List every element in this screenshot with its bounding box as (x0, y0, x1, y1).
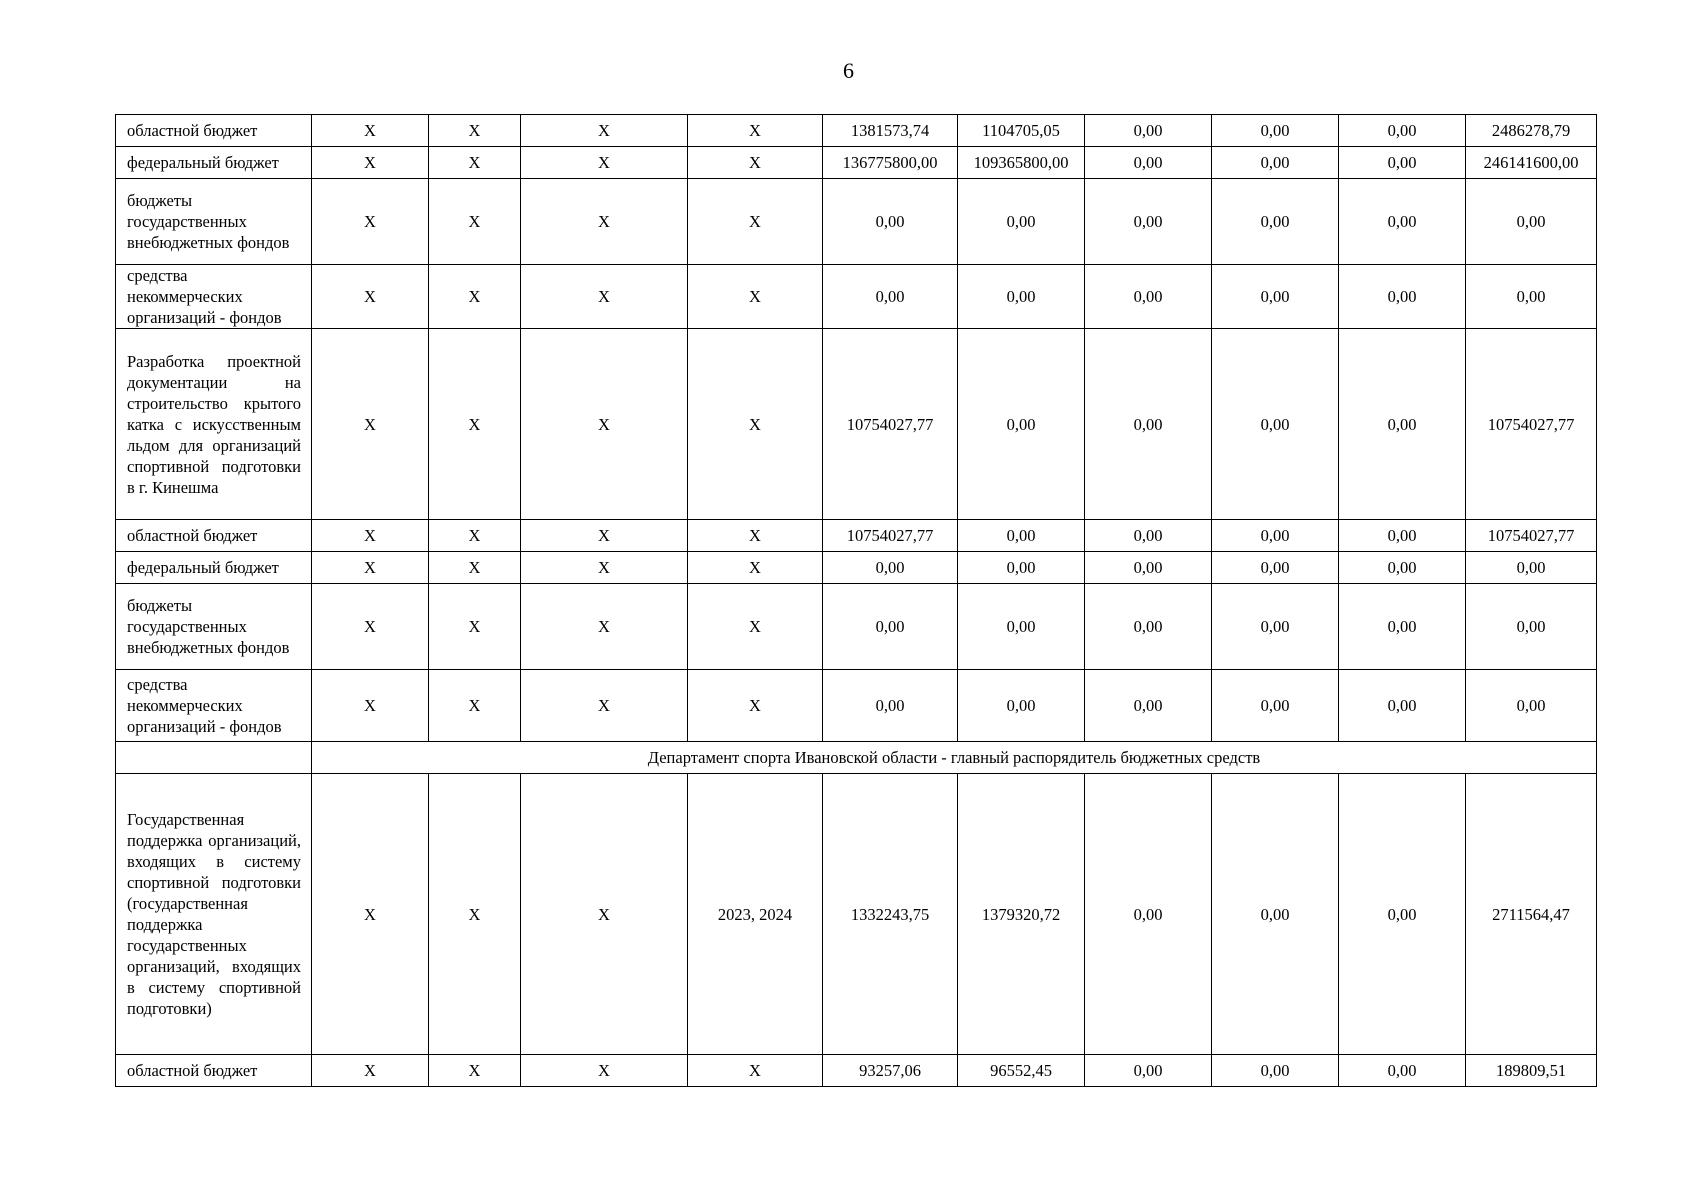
amount-year-4-cell: 0,00 (1212, 329, 1339, 520)
amount-year-4-cell: 0,00 (1212, 584, 1339, 670)
amount-year-5-cell: 0,00 (1339, 1055, 1466, 1087)
table-row (116, 774, 1597, 1055)
col-3-cell: X (429, 265, 521, 329)
amount-year-2-cell: 0,00 (958, 520, 1085, 552)
col-years-cell: X (688, 520, 823, 552)
col-3-cell: X (429, 179, 521, 265)
col-years-cell: X (688, 329, 823, 520)
table-row (116, 329, 1597, 520)
amount-year-4-cell: 0,00 (1212, 1055, 1339, 1087)
amount-year-4-cell: 0,00 (1212, 552, 1339, 584)
table-row (116, 1055, 1597, 1087)
section-title: Департамент спорта Ивановской области - главный распорядитель бюджетных средств (312, 742, 1597, 774)
col-4-cell: X (521, 584, 688, 670)
amount-year-2-cell: 0,00 (958, 670, 1085, 742)
table-row (116, 115, 1597, 147)
amount-total-cell: 0,00 (1466, 584, 1597, 670)
amount-year-1-cell: 1381573,74 (823, 115, 958, 147)
amount-total-cell: 2486278,79 (1466, 115, 1597, 147)
col-4-cell: X (521, 329, 688, 520)
amount-year-1-cell: 10754027,77 (823, 329, 958, 520)
row-name-cell: бюджеты государственных внебюджетных фондов (116, 179, 312, 265)
table-body (116, 115, 1597, 1087)
amount-year-1-cell: 0,00 (823, 584, 958, 670)
row-name-cell: Разработка проектной документации на строительство крытого катка с искусственным льдом для организаций спортивной подготовки в г. Кинешма (116, 329, 312, 520)
col-2-cell: X (312, 179, 429, 265)
amount-year-1-cell: 0,00 (823, 179, 958, 265)
col-4-cell: X (521, 115, 688, 147)
amount-year-2-cell: 109365800,00 (958, 147, 1085, 179)
table-row (116, 584, 1597, 670)
row-name-cell: средства некоммерческих организаций - фондов (116, 265, 312, 329)
row-name-cell: бюджеты государственных внебюджетных фондов (116, 584, 312, 670)
col-2-cell: X (312, 670, 429, 742)
amount-total-cell: 10754027,77 (1466, 329, 1597, 520)
amount-year-2-cell: 0,00 (958, 265, 1085, 329)
col-3-cell: X (429, 774, 521, 1055)
amount-total-cell: 0,00 (1466, 670, 1597, 742)
amount-total-cell: 0,00 (1466, 179, 1597, 265)
row-name-cell: областной бюджет (116, 520, 312, 552)
col-3-cell: X (429, 1055, 521, 1087)
amount-year-5-cell: 0,00 (1339, 329, 1466, 520)
col-years-cell: X (688, 147, 823, 179)
amount-year-4-cell: 0,00 (1212, 147, 1339, 179)
col-2-cell: X (312, 520, 429, 552)
amount-year-1-cell: 0,00 (823, 265, 958, 329)
amount-year-2-cell: 0,00 (958, 329, 1085, 520)
amount-year-1-cell: 0,00 (823, 552, 958, 584)
table-row (116, 670, 1597, 742)
table-row (116, 147, 1597, 179)
col-2-cell: X (312, 265, 429, 329)
amount-year-1-cell: 10754027,77 (823, 520, 958, 552)
col-4-cell: X (521, 147, 688, 179)
col-4-cell: X (521, 265, 688, 329)
col-3-cell: X (429, 670, 521, 742)
row-name-cell (116, 742, 312, 774)
col-3-cell: X (429, 115, 521, 147)
col-4-cell: X (521, 520, 688, 552)
row-name-cell: Государственная поддержка организаций, входящих в систему спортивной подготовки (государственная поддержка государственных организаций, входящих в систему спортивной подготовки) (116, 774, 312, 1055)
amount-year-2-cell: 96552,45 (958, 1055, 1085, 1087)
amount-year-5-cell: 0,00 (1339, 520, 1466, 552)
amount-year-4-cell: 0,00 (1212, 115, 1339, 147)
col-3-cell: X (429, 520, 521, 552)
col-3-cell: X (429, 552, 521, 584)
col-2-cell: X (312, 329, 429, 520)
page-number: 6 (843, 58, 854, 83)
amount-year-2-cell: 0,00 (958, 552, 1085, 584)
amount-year-5-cell: 0,00 (1339, 147, 1466, 179)
col-4-cell: X (521, 552, 688, 584)
amount-year-2-cell: 1104705,05 (958, 115, 1085, 147)
row-name-cell: федеральный бюджет (116, 147, 312, 179)
budget-table (115, 114, 1597, 1087)
col-3-cell: X (429, 584, 521, 670)
amount-total-cell: 2711564,47 (1466, 774, 1597, 1055)
amount-year-1-cell: 0,00 (823, 670, 958, 742)
col-2-cell: X (312, 584, 429, 670)
row-name-cell: областной бюджет (116, 115, 312, 147)
col-years-cell: 2023, 2024 (688, 774, 823, 1055)
amount-year-5-cell: 0,00 (1339, 670, 1466, 742)
amount-year-2-cell: 1379320,72 (958, 774, 1085, 1055)
col-4-cell: X (521, 1055, 688, 1087)
col-2-cell: X (312, 552, 429, 584)
table-row (116, 179, 1597, 265)
amount-year-4-cell: 0,00 (1212, 520, 1339, 552)
amount-year-5-cell: 0,00 (1339, 774, 1466, 1055)
col-years-cell: X (688, 265, 823, 329)
col-years-cell: X (688, 1055, 823, 1087)
table-row (116, 552, 1597, 584)
amount-total-cell: 246141600,00 (1466, 147, 1597, 179)
amount-total-cell: 10754027,77 (1466, 520, 1597, 552)
amount-year-4-cell: 0,00 (1212, 670, 1339, 742)
amount-year-3-cell: 0,00 (1085, 520, 1212, 552)
amount-year-2-cell: 0,00 (958, 584, 1085, 670)
amount-year-1-cell: 136775800,00 (823, 147, 958, 179)
amount-year-3-cell: 0,00 (1085, 670, 1212, 742)
col-2-cell: X (312, 774, 429, 1055)
row-name-cell: федеральный бюджет (116, 552, 312, 584)
col-2-cell: X (312, 1055, 429, 1087)
col-years-cell: X (688, 670, 823, 742)
col-3-cell: X (429, 329, 521, 520)
amount-year-3-cell: 0,00 (1085, 774, 1212, 1055)
col-2-cell: X (312, 147, 429, 179)
amount-year-5-cell: 0,00 (1339, 115, 1466, 147)
amount-year-5-cell: 0,00 (1339, 552, 1466, 584)
amount-year-5-cell: 0,00 (1339, 265, 1466, 329)
amount-year-3-cell: 0,00 (1085, 329, 1212, 520)
amount-total-cell: 0,00 (1466, 552, 1597, 584)
col-4-cell: X (521, 774, 688, 1055)
row-name-cell: средства некоммерческих организаций - фондов (116, 670, 312, 742)
amount-year-3-cell: 0,00 (1085, 265, 1212, 329)
amount-year-4-cell: 0,00 (1212, 265, 1339, 329)
amount-year-3-cell: 0,00 (1085, 552, 1212, 584)
amount-year-3-cell: 0,00 (1085, 115, 1212, 147)
amount-year-5-cell: 0,00 (1339, 584, 1466, 670)
col-4-cell: X (521, 179, 688, 265)
col-years-cell: X (688, 179, 823, 265)
col-3-cell: X (429, 147, 521, 179)
col-4-cell: X (521, 670, 688, 742)
table-row (116, 265, 1597, 329)
amount-year-3-cell: 0,00 (1085, 584, 1212, 670)
amount-year-3-cell: 0,00 (1085, 179, 1212, 265)
amount-year-3-cell: 0,00 (1085, 1055, 1212, 1087)
amount-year-1-cell: 1332243,75 (823, 774, 958, 1055)
amount-year-4-cell: 0,00 (1212, 179, 1339, 265)
amount-year-5-cell: 0,00 (1339, 179, 1466, 265)
amount-year-1-cell: 93257,06 (823, 1055, 958, 1087)
section-header-row (116, 742, 1597, 774)
amount-total-cell: 189809,51 (1466, 1055, 1597, 1087)
amount-total-cell: 0,00 (1466, 265, 1597, 329)
amount-year-2-cell: 0,00 (958, 179, 1085, 265)
amount-year-4-cell: 0,00 (1212, 774, 1339, 1055)
col-2-cell: X (312, 115, 429, 147)
col-years-cell: X (688, 584, 823, 670)
amount-year-3-cell: 0,00 (1085, 147, 1212, 179)
row-name-cell: областной бюджет (116, 1055, 312, 1087)
table-row (116, 520, 1597, 552)
col-years-cell: X (688, 552, 823, 584)
col-years-cell: X (688, 115, 823, 147)
